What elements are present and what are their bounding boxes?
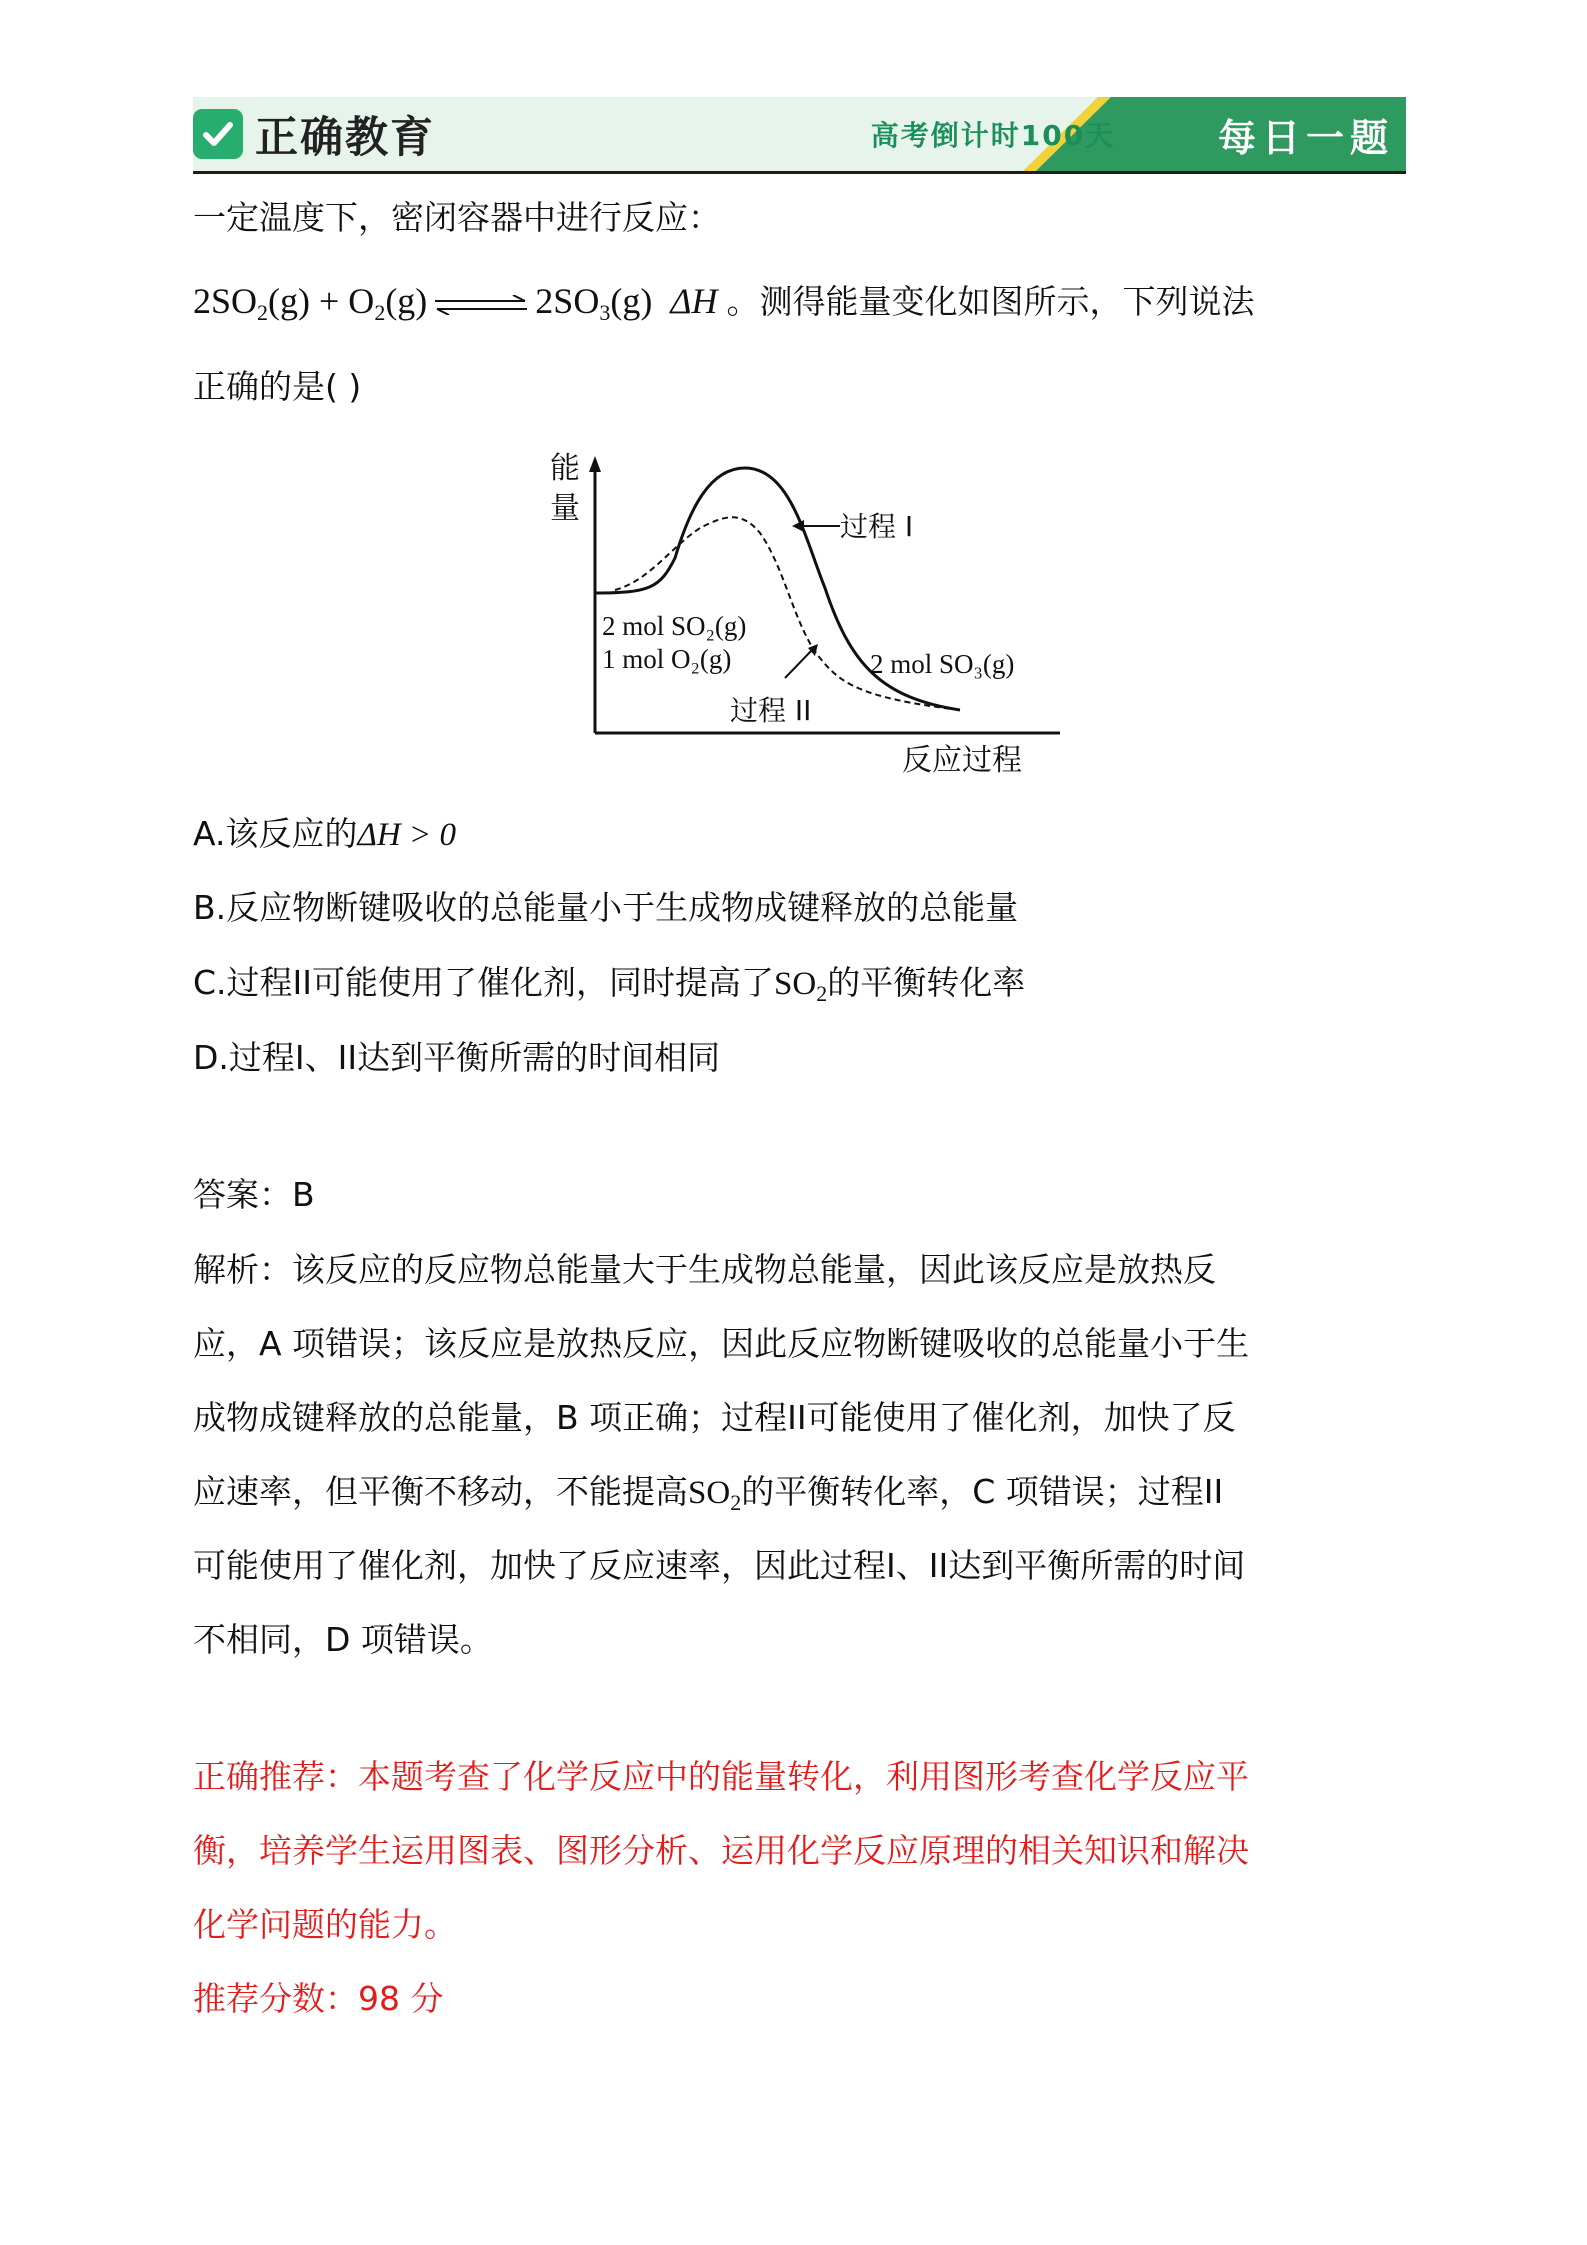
reactant-so2-label: 2 mol SO₂(g) — [602, 611, 747, 641]
answer-line: 答案：B — [193, 1175, 315, 1214]
y-axis-label-bottom: 量 — [550, 491, 580, 526]
recommendation-score: 推荐分数：98 分 — [193, 1979, 444, 2018]
process-1-label: 过程 I — [840, 510, 914, 543]
option-a: A.该反应的ΔH > 0 — [193, 814, 456, 853]
energy-diagram — [540, 448, 1070, 788]
product-so3-label: 2 mol SO₃(g) — [870, 649, 1015, 679]
option-c: C.过程II可能使用了催化剂，同时提高了$SO_2$的平衡转化率 — [193, 963, 1026, 1006]
option-b: B.反应物断键吸收的总能量小于生成物成键释放的总能量 — [193, 888, 1019, 927]
option-d: D.过程I、II达到平衡所需的时间相同 — [193, 1038, 721, 1077]
recommendation-line-3: 化学问题的能力。 — [193, 1905, 457, 1944]
process-1-arrow-icon — [792, 520, 804, 532]
header-banner — [193, 97, 1406, 171]
process-2-label: 过程 II — [730, 694, 812, 727]
countdown-text: 高考倒计时100天 — [870, 119, 1116, 152]
check-icon — [193, 109, 243, 159]
analysis-line-4: 应速率，但平衡不移动，不能提高$SO_2$的平衡转化率，C 项错误；过程II — [193, 1472, 1224, 1515]
x-axis-label: 反应过程 — [902, 743, 1022, 778]
question-continuation: 。测得能量变化如图所示，下列说法 — [726, 282, 1255, 321]
y-axis-label-top: 能 — [550, 451, 580, 486]
equation: $2SO_2(g) + O_2(g)$ $2SO_3(g)$ ΔH — [193, 281, 718, 325]
brand — [193, 97, 435, 171]
question-equation-line — [193, 281, 1255, 325]
recommendation-line-1: 正确推荐：本题考查了化学反应中的能量转化，利用图形考查化学反应平 — [193, 1757, 1249, 1796]
reactant-o2-label: 1 mol O₂(g) — [602, 644, 732, 674]
process-2-arrow — [785, 650, 812, 678]
recommendation-line-2: 衡，培养学生运用图表、图形分析、运用化学反应原理的相关知识和解决 — [193, 1831, 1249, 1870]
header-divider — [193, 171, 1406, 174]
question-ask: 正确的是( ) — [193, 367, 362, 406]
equilibrium-arrow-icon — [433, 295, 529, 315]
process-2-arrow-icon — [808, 644, 818, 656]
analysis-line-1: 解析：该反应的反应物总能量大于生成物总能量，因此该反应是放热反 — [193, 1250, 1216, 1289]
analysis-line-3: 成物成键释放的总能量，B 项正确；过程II可能使用了催化剂，加快了反 — [193, 1398, 1236, 1437]
question-intro: 一定温度下，密闭容器中进行反应： — [193, 198, 721, 237]
analysis-line-5: 可能使用了催化剂，加快了反应速率，因此过程I、II达到平衡所需的时间 — [193, 1546, 1246, 1585]
analysis-line-6: 不相同，D 项错误。 — [193, 1620, 493, 1659]
y-axis-arrow-icon — [589, 456, 601, 472]
daily-question-label: 每日一题 — [1217, 115, 1394, 160]
brand-name: 正确教育 — [255, 112, 435, 163]
analysis-line-2: 应，A 项错误；该反应是放热反应，因此反应物断键吸收的总能量小于生 — [193, 1324, 1250, 1363]
